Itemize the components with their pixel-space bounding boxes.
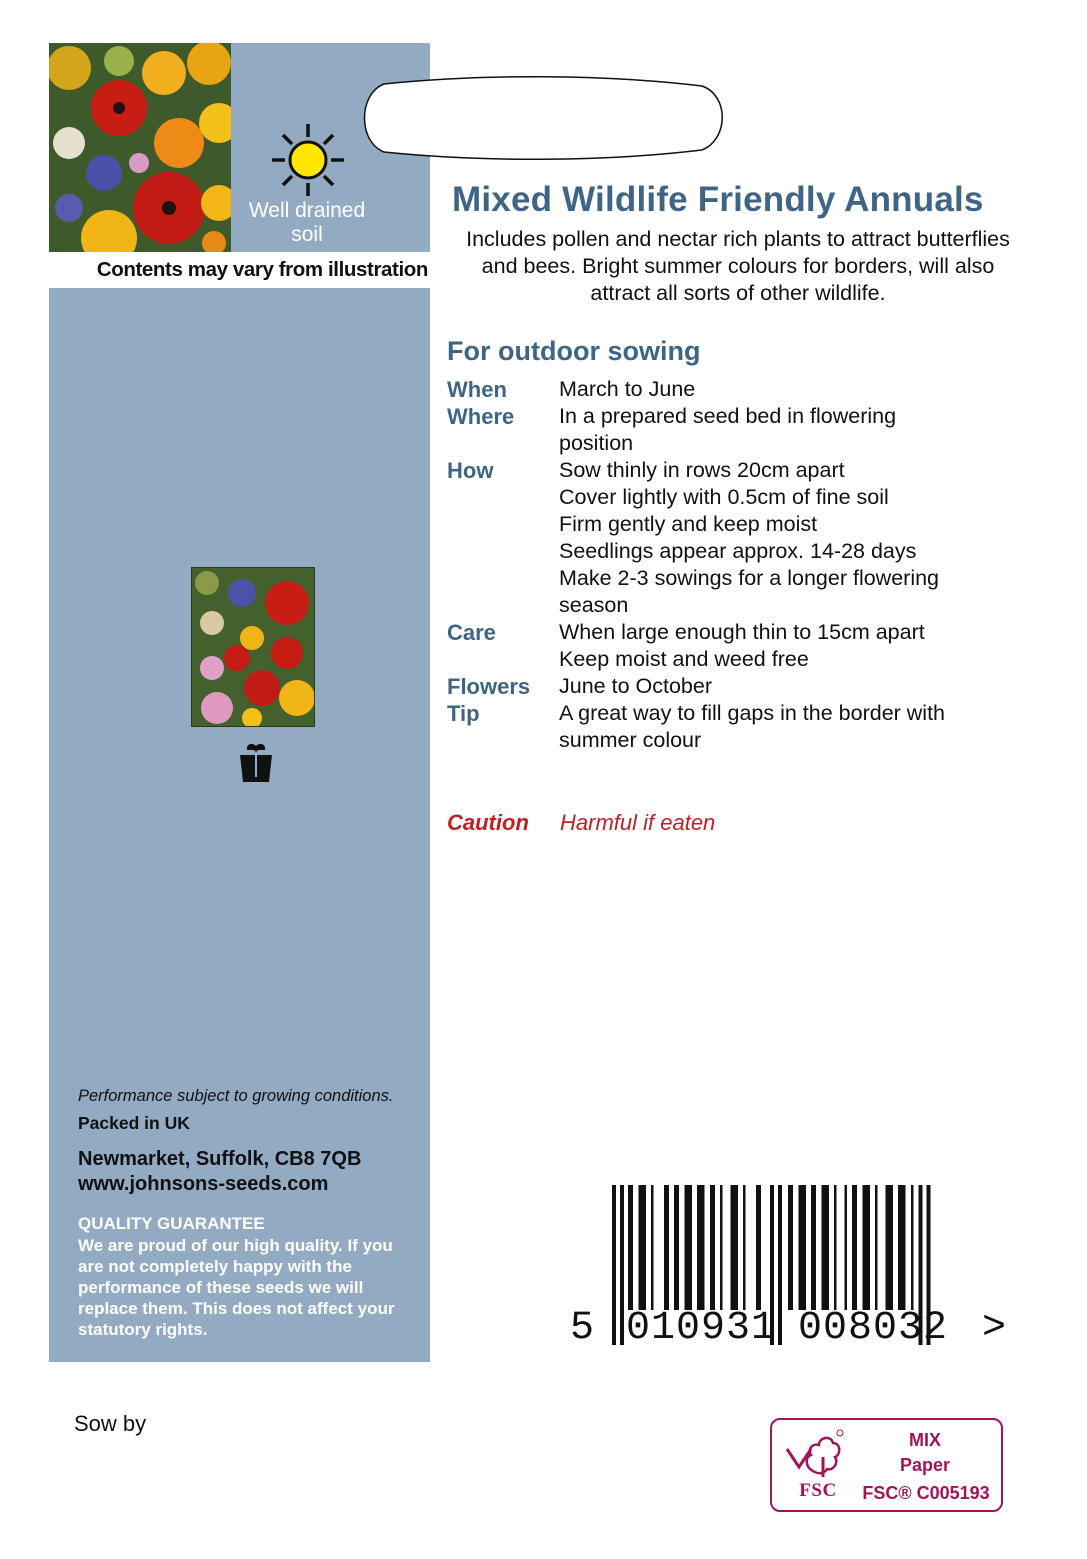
address-line: Newmarket, Suffolk, CB8 7QB: [78, 1148, 362, 1170]
barcode-digits-left: 010931: [626, 1306, 777, 1351]
sowing-row-label: How: [447, 458, 494, 483]
sow-by: Sow by: [74, 1411, 147, 1436]
barcode-bar: [756, 1185, 761, 1310]
contents-note: Contents may vary from illustration: [96, 258, 428, 281]
barcode-bar: [875, 1185, 878, 1310]
product-description: Includes pollen and nectar rich plants to attract butterflies and bees. Bright summer colours for borders, will also attract all sorts of other wildlife.: [466, 227, 1010, 305]
flower-photo: [49, 43, 231, 252]
product-title: Mixed Wildlife Friendly Annuals: [452, 180, 984, 219]
barcode-bar: [911, 1185, 914, 1310]
sowing-row: [447, 673, 1047, 700]
sowing-info: [447, 376, 1047, 754]
quality-body: We are proud of our high quality. If you are not completely happy with the performance of these seeds we will replace them. This does not affect your statutory rights.: [78, 1236, 395, 1339]
sowing-row-line: Sow thinly in rows 20cm apart: [559, 458, 845, 482]
sun-icon: [270, 122, 346, 198]
barcode-bar: [834, 1185, 837, 1310]
fsc-code: FSC® C005193: [862, 1483, 990, 1503]
sun-label-line1: Well drained: [248, 199, 366, 222]
barcode-bar: [788, 1185, 793, 1310]
barcode-bar: [743, 1185, 746, 1310]
barcode-bar: [639, 1185, 647, 1310]
sowing-row-line: summer colour: [559, 728, 702, 752]
sowing-row-value: [559, 457, 939, 619]
sowing-row: [447, 403, 1047, 457]
barcode-bar: [898, 1185, 906, 1310]
packed-in: Packed in UK: [78, 1113, 190, 1133]
caution-text: Harmful if eaten: [560, 810, 716, 835]
barcode-bar: [845, 1185, 848, 1310]
barcode-digits-right: 008032: [798, 1306, 949, 1351]
sowing-heading: For outdoor sowing: [447, 336, 701, 366]
barcode-bar: [886, 1185, 894, 1310]
sowing-row-line: A great way to fill gaps in the border with: [559, 701, 946, 725]
flower-photo-small: [191, 567, 315, 727]
fsc-logo-word: FSC: [799, 1480, 837, 1501]
sowing-row: [447, 700, 1047, 754]
fsc-tree-icon: [783, 1427, 845, 1479]
sowing-row-line: Make 2-3 sowings for a longer flowering: [559, 566, 940, 590]
sowing-row-line: season: [559, 593, 629, 617]
sowing-row-line: Firm gently and keep moist: [559, 512, 818, 536]
quality-heading: QUALITY GUARANTEE: [78, 1214, 265, 1233]
barcode-bar: [811, 1185, 816, 1310]
sowing-row-value: [559, 673, 712, 700]
barcode-bar: [674, 1185, 679, 1310]
sowing-row: [447, 457, 1047, 619]
sowing-row-line: Cover lightly with 0.5cm of fine soil: [559, 485, 889, 509]
barcode-bar: [778, 1185, 782, 1345]
sowing-row-value: [559, 376, 695, 403]
barcode-bar: [664, 1185, 669, 1310]
barcode-digit-first: 5: [570, 1306, 595, 1351]
address: [78, 1147, 361, 1197]
barcode-bar: [612, 1185, 616, 1345]
fsc-paper: Paper: [899, 1455, 951, 1475]
barcode-bar: [799, 1185, 807, 1310]
caution-label: Caution: [447, 810, 529, 835]
barcode-bar: [628, 1185, 633, 1310]
sowing-row-label: Where: [447, 404, 515, 429]
barcode-bar: [620, 1185, 624, 1345]
barcode-bar: [720, 1185, 723, 1310]
sowing-row: [447, 619, 1047, 673]
barcode-bar: [731, 1185, 739, 1310]
sowing-row-line: In a prepared seed bed in flowering: [559, 404, 897, 428]
barcode-bar: [697, 1185, 705, 1310]
sowing-row-label: Flowers: [447, 674, 531, 699]
sowing-row-label: Tip: [447, 701, 480, 726]
barcode-bar: [863, 1185, 871, 1310]
sowing-row-line: March to June: [559, 377, 696, 401]
sowing-row-line: June to October: [559, 674, 712, 698]
sowing-row-line: position: [559, 431, 634, 455]
fsc-mix: MIX: [908, 1430, 941, 1450]
barcode-arrow: >: [982, 1306, 1007, 1351]
sowing-row-value: [559, 619, 925, 673]
sun-label: [232, 199, 382, 247]
sowing-row-label: When: [447, 377, 507, 402]
plant-pot-logo: [236, 742, 276, 790]
barcode-bar: [685, 1185, 693, 1310]
performance-note: Performance subject to growing conditions.: [78, 1087, 394, 1105]
sowing-row-value: [559, 700, 945, 754]
sowing-row: [447, 376, 1047, 403]
sun-label-line2: soil: [291, 223, 323, 246]
sowing-row-line: When large enough thin to 15cm apart: [559, 620, 925, 644]
barcode-bar: [852, 1185, 857, 1310]
barcode-bar: [822, 1185, 830, 1310]
sowing-row-line: Keep moist and weed free: [559, 647, 809, 671]
barcode-bar: [710, 1185, 715, 1310]
hang-tab: [362, 72, 724, 164]
sowing-row-value: [559, 403, 896, 457]
website: www.johnsons-seeds.com: [78, 1173, 329, 1195]
sowing-row-line: Seedlings appear approx. 14-28 days: [559, 539, 917, 563]
barcode-bar: [651, 1185, 654, 1310]
sowing-row-label: Care: [447, 620, 496, 645]
